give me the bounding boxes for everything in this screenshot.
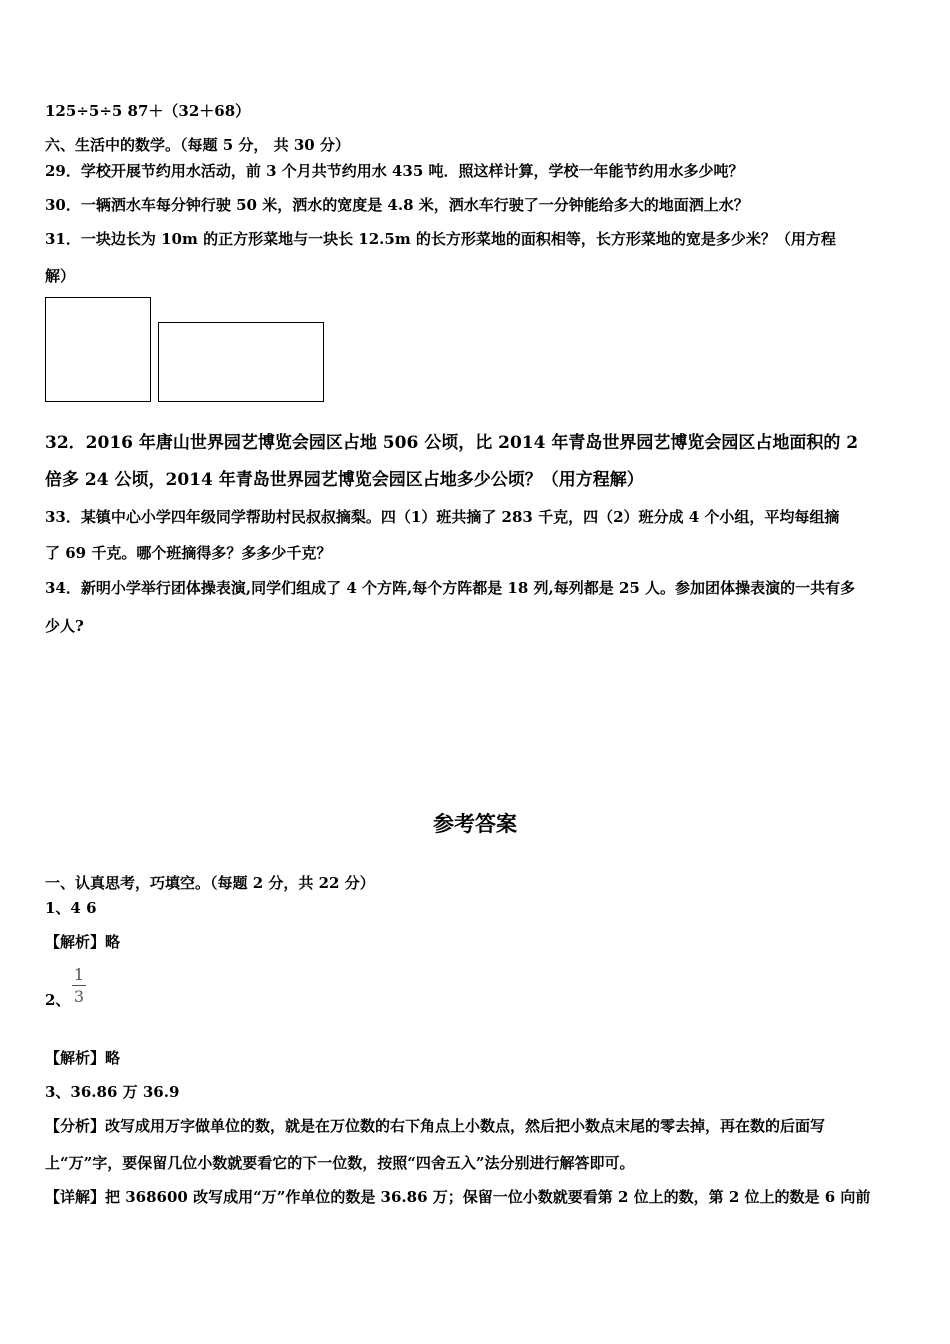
question-31-line1: 31．一块边长为 10m 的正方形菜地与一块长 12.5m 的长方形菜地的面积相等，长方形菜地的宽是多少米？（用方程 (45, 230, 836, 248)
section-heading: 六、生活中的数学。（每题 5 分， 共 30 分） (45, 136, 350, 154)
answer-2-prefix: 2、 (45, 991, 71, 1009)
question-32-line2: 倍多 24 公顷，2014 年青岛世界园艺博览会园区占地多少公顷？（用方程解） (45, 470, 644, 490)
question-32-line1: 32．2016 年唐山世界园艺博览会园区占地 506 公顷，比 2014 年青岛世界园艺博览会园区占地面积的 2 (45, 433, 859, 453)
analysis-3-line2: 上“万”字，要保留几位小数就要看它的下一位数，按照“四舍五入”法分别进行解答即可。 (45, 1154, 635, 1172)
question-30: 30．一辆洒水车每分钟行驶 50 米，洒水的宽度是 4.8 米，洒水车行驶了一分钟能给多大的地面洒上水？ (45, 196, 749, 214)
detail-3: 【详解】把 368600 改写成用“万”作单位的数是 36.86 万；保留一位小数就要看第 2 位上的数，第 2 位上的数是 6 向前 (45, 1188, 871, 1206)
question-33-line2: 了 69 千克。哪个班摘得多？多多少千克？ (45, 544, 332, 562)
square-field-diagram (45, 297, 151, 402)
analysis-2: 【解析】略 (45, 1049, 121, 1067)
answer-1: 1、4 6 (45, 899, 97, 917)
question-34-line1: 34．新明小学举行团体操表演,同学们组成了 4 个方阵,每个方阵都是 18 列,每列都是 25 人。参加团体操表演的一共有多 (45, 579, 856, 597)
question-29: 29．学校开展节约用水活动，前 3 个月共节约用水 435 吨．照这样计算，学校一年能节约用水多少吨？ (45, 162, 744, 180)
rectangle-field-diagram (158, 322, 324, 402)
analysis-1: 【解析】略 (45, 933, 121, 951)
question-31-line2: 解） (45, 267, 76, 285)
question-34-line2: 少人? (45, 617, 84, 635)
question-33-line1: 33．某镇中心小学四年级同学帮助村民叔叔摘梨。四（1）班共摘了 283 千克，四（2）班分成 4 个小组，平均每组摘 (45, 508, 840, 526)
answer-3: 3、36.86 万 36.9 (45, 1083, 180, 1101)
answers-title: 参考答案 (433, 812, 517, 836)
analysis-3-line1: 【分析】改写成用万字做单位的数，就是在万位数的右下角点上小数点，然后把小数点末尾的零去掉，再在数的后面写 (45, 1117, 826, 1135)
answer-2-fraction (72, 965, 86, 1006)
fraction-denominator: 3 (73, 987, 85, 1006)
answers-section-heading: 一、认真思考，巧填空。（每题 2 分，共 22 分） (45, 874, 375, 892)
fraction-bar (72, 985, 86, 986)
text-line: 125÷5÷5 87＋（32＋68） (45, 102, 251, 120)
fraction-numerator: 1 (73, 965, 85, 984)
